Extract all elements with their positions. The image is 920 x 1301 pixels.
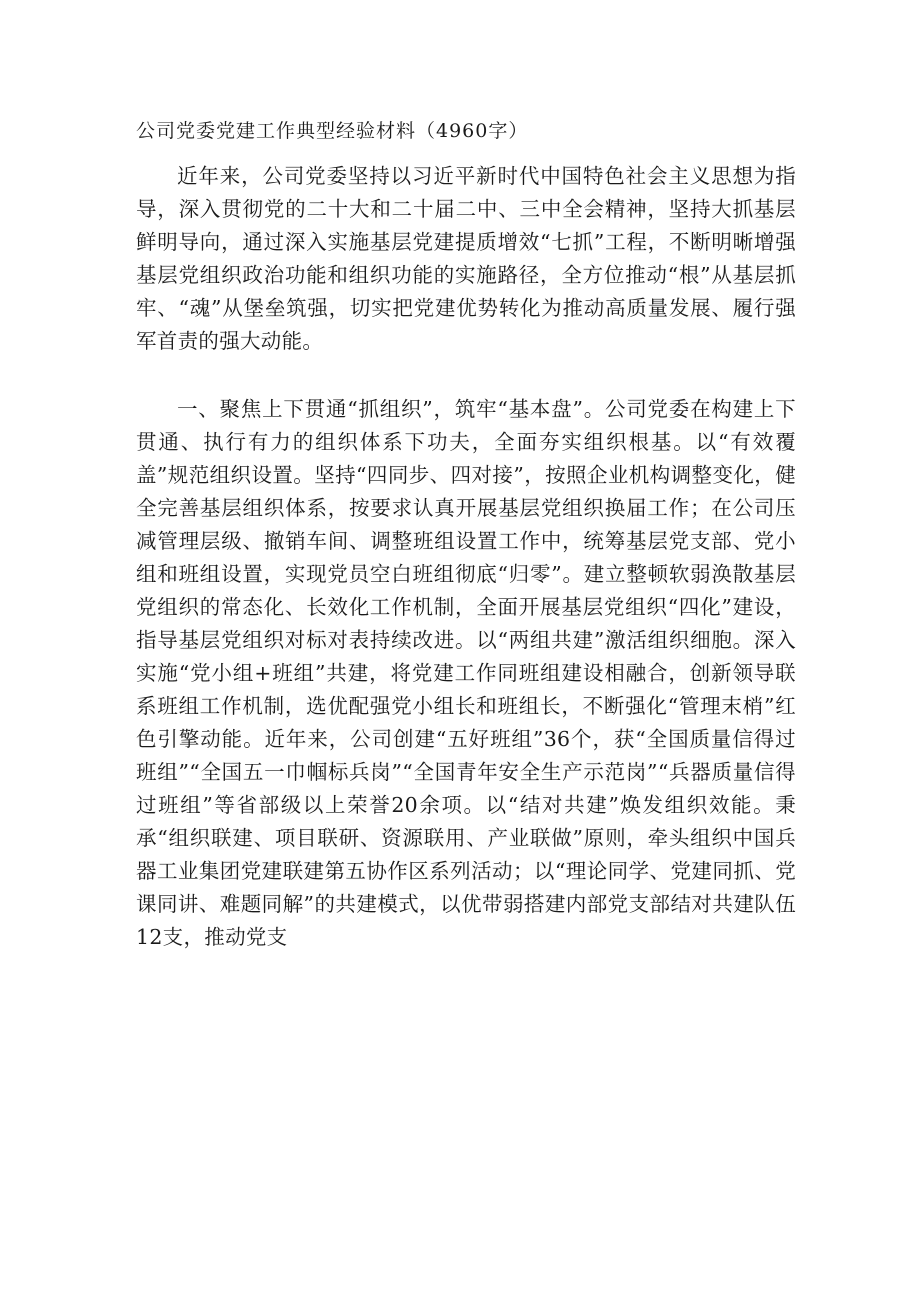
paragraph-section-one: 一、聚焦上下贯通“抓组织”，筑牢“基本盘”。公司党委在构建上下贯通、执行有力的组织体系下功夫，全面夯实组织根基。以“有效覆盖”规范组织设置。坚持“四同步、四对接”，按照企业机构调整变化，健全完善基层组织体系，按要求认真开展基层党组织换届工作；在公司压减管理层级、撤销车间、调整班组设置工作中，统筹基层党支部、党小组和班组设置，实现党员空白班组彻底“归零”。建立整顿软弱涣散基层党组织的常态化、长效化工作机制，全面开展基层党组织“四化”建设，指导基层党组织对标对表持续改进。以“两组共建”激活组织细胞。深入实施“党小组+班组”共建，将党建工作同班组建设相融合，创新领导联系班组工作机制，选优配强党小组长和班组长，不断强化“管理末梢”红色引擎动能。近年来，公司创建“五好班组”36个，获“全国质量信得过班组”“全国五一巾帼标兵岗”“全国青年安全生产示范岗”“兵器质量信得过班组”等省部级以上荣誉20余项。以“结对共建”焕发组织效能。秉承“组织联建、项目联研、资源联用、产业联做”原则，牵头组织中国兵器工业集团党建联建第五协作区系列活动；以“理论同学、党建同抓、党课同讲、难题同解”的共建模式，以优带弱搭建内部党支部结对共建队伍12支，推动党支 xyxy=(136,397,796,949)
paragraph-intro: 近年来，公司党委坚持以习近平新时代中国特色社会主义思想为指导，深入贯彻党的二十大和二十届二中、三中全会精神，坚持大抓基层鲜明导向，通过深入实施基层党建提质增效“七抓”工程，不断明晰增强基层党组织政治功能和组织功能的实施路径，全方位推动“根”从基层抓牢、“魂”从堡垒筑强，切实把党建优势转化为推动高质量发展、履行强军首责的强大动能。 xyxy=(136,164,796,353)
document-title: 公司党委党建工作典型经验材料（4960字） xyxy=(136,120,529,142)
